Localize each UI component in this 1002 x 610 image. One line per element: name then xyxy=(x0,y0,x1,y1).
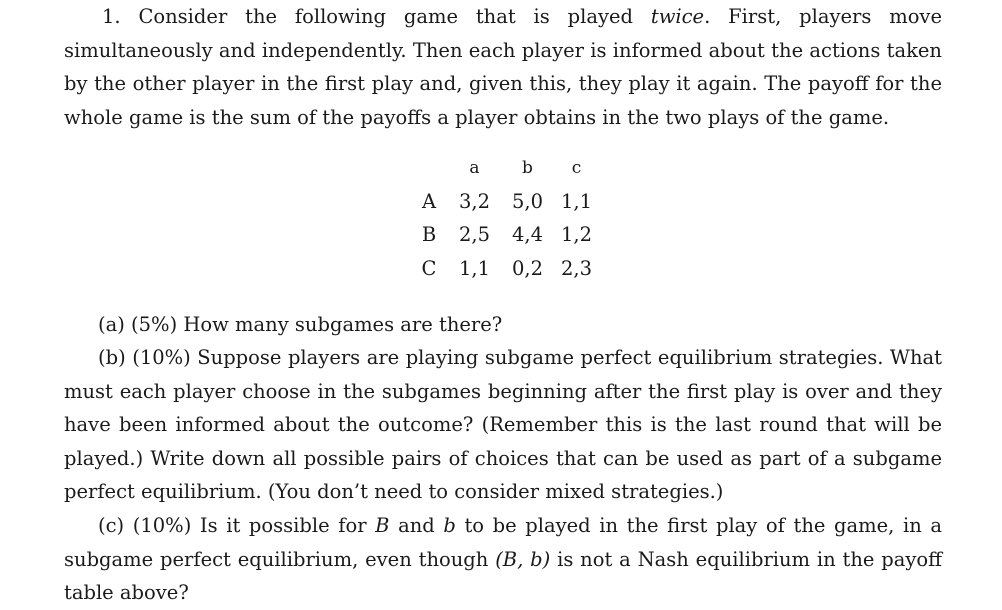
part-a: (a) (5%) How many subgames are there? xyxy=(98,313,503,336)
question-number: 1. xyxy=(102,5,121,28)
row-header: C xyxy=(421,256,437,280)
column-header: b xyxy=(522,157,533,178)
table-row xyxy=(410,185,599,219)
table-row xyxy=(410,218,599,252)
payoff-cell: 1,1 xyxy=(458,256,490,280)
part-c: (c) (10%) Is it possible for B and b to be played in the first play of the game, in a subgame perfect equilibrium, even though (B, b) is not a Nash equilibrium in the payoff table above? xyxy=(64,514,942,604)
emphasis-twice: twice xyxy=(650,5,705,28)
payoff-cell: 2,5 xyxy=(458,223,490,247)
payoff-cell: 4,4 xyxy=(511,223,543,247)
strategy-b: b xyxy=(443,514,456,537)
payoff-cell: 0,2 xyxy=(511,256,543,280)
payoff-table-header xyxy=(410,151,599,185)
row-header: B xyxy=(421,223,437,247)
strategy-pair: (B, b) xyxy=(495,547,551,571)
column-header: a xyxy=(469,157,480,178)
payoff-table xyxy=(410,151,599,285)
payoff-cell: 1,2 xyxy=(560,223,592,247)
strategy-B: B xyxy=(375,514,390,537)
question-intro: 1. Consider the following game that is played twice. First, players move simultaneously and independently. Then each player is informed about the actions taken by the other player in the first play and, given this, they play it again. The payoff for the whole game is the sum of the payoffs a player obtains in the two plays of the game. xyxy=(64,5,942,129)
part-b: (b) (10%) Suppose players are playing subgame perfect equilibrium strategies. What must each player choose in the subgames beginning after the first play is over and they have been informed about the outcome? (Remember this is the last round that will be played.) Write down all possible pairs of choices that can be used as part of a subgame perfect equilibrium. (You don’t need to consider mixed strategies.) xyxy=(64,346,942,503)
payoff-cell: 1,1 xyxy=(560,189,592,213)
row-header: A xyxy=(421,189,437,213)
payoff-cell: 5,0 xyxy=(511,189,543,213)
payoff-cell: 3,2 xyxy=(458,189,490,213)
column-header: c xyxy=(571,157,582,178)
table-row xyxy=(410,252,599,286)
payoff-cell: 2,3 xyxy=(560,256,592,280)
